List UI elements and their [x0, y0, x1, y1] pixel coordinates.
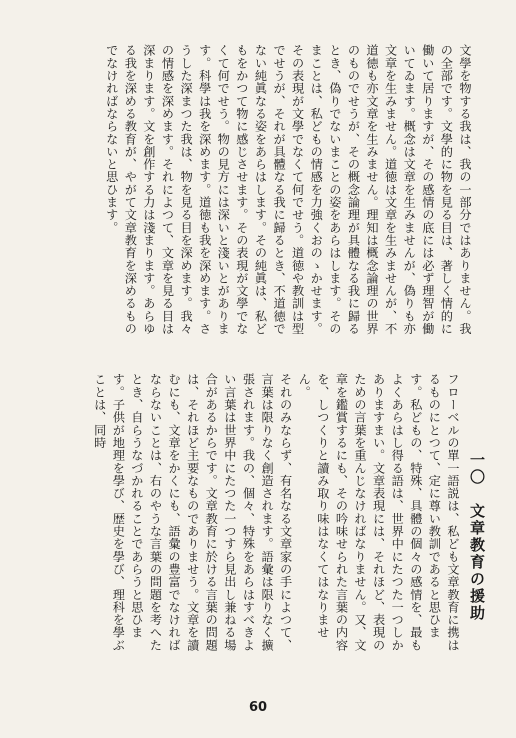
body-paragraph: 文學を物する我は、我の一部分ではありません。我の全部です。文學的に物を見る目は、著しく情的に働いて居りますが、その感情の底には必ず理智が働いてゐます。概念は文章を生みませんが、偽りも亦文章を生みません。道徳は文章を生みませんが、不道徳も亦文章を生みません。理知は概念論理の世界のものでせうが、その概念論理が具體なる我に歸るとき、偽りでないまことの姿をあらはします。そのまことは、私どもの情感を力強くおのゝかせます。その表現が文學でなくて何でせう。道徳や教訓は型でせうが、それが具體なる我に歸るとき、不道徳でない純眞なる姿をあらはします。その純眞は、私どもをかつて物に感じさせます。その表現が文學でなくて何でせう。物の見方には深いと淺いとがあります。科學は我を深めます。道徳も我を深めます。さうした深まつた我は、物を見る目を深めます。我々の情感を深めます。それによつて、文章を見る目は深まります。文を創作する力は淺まります。あらゆる我を深める教育が、やがて文章教育を深めるものでなければならないと思ひます。 [104, 44, 472, 335]
page-number: 60 [248, 700, 268, 715]
body-paragraph: フローベルの單一語説は、私ども文章教育に携はるものにとつて、定に尊い教訓であると思ひます。私どもの、特殊、具體の個々の感情を、最もよくあらはし得る語は、世界中にたつた一つしかありますまい。文章表現には、それほど、表現のための言葉を重んじなければなりません。又、文章を鑑賞するにも、その吟味せられた言葉の内容を、しつくりと讀み取り味はなくてはなりません。 [297, 373, 460, 652]
section-heading: 一〇 文章教育の援助 [468, 452, 486, 622]
lower-text-block [42, 373, 462, 657]
body-paragraph: それのみならず、有名なる文章家の手によつて、言葉は限りなく創造されます。語彙は限りなく擴張されます。我の、個々、特殊をあらはすべきよい言葉は世界中にたつた一つすら見出し兼ねる場合があるからです。文章教育に於ける言葉の問題は、それほど主要なものでありませう。文章を讀むにも、文章をかくにも、語彙の豊富でなければならないことは、右のやうな言葉の問題を考へたとき、自らうなづかれることであらうと思ひます。子供が地理を學び、歴史を學び、理科を學ぶことは、同時 [92, 373, 293, 652]
upper-text-block [22, 44, 474, 344]
